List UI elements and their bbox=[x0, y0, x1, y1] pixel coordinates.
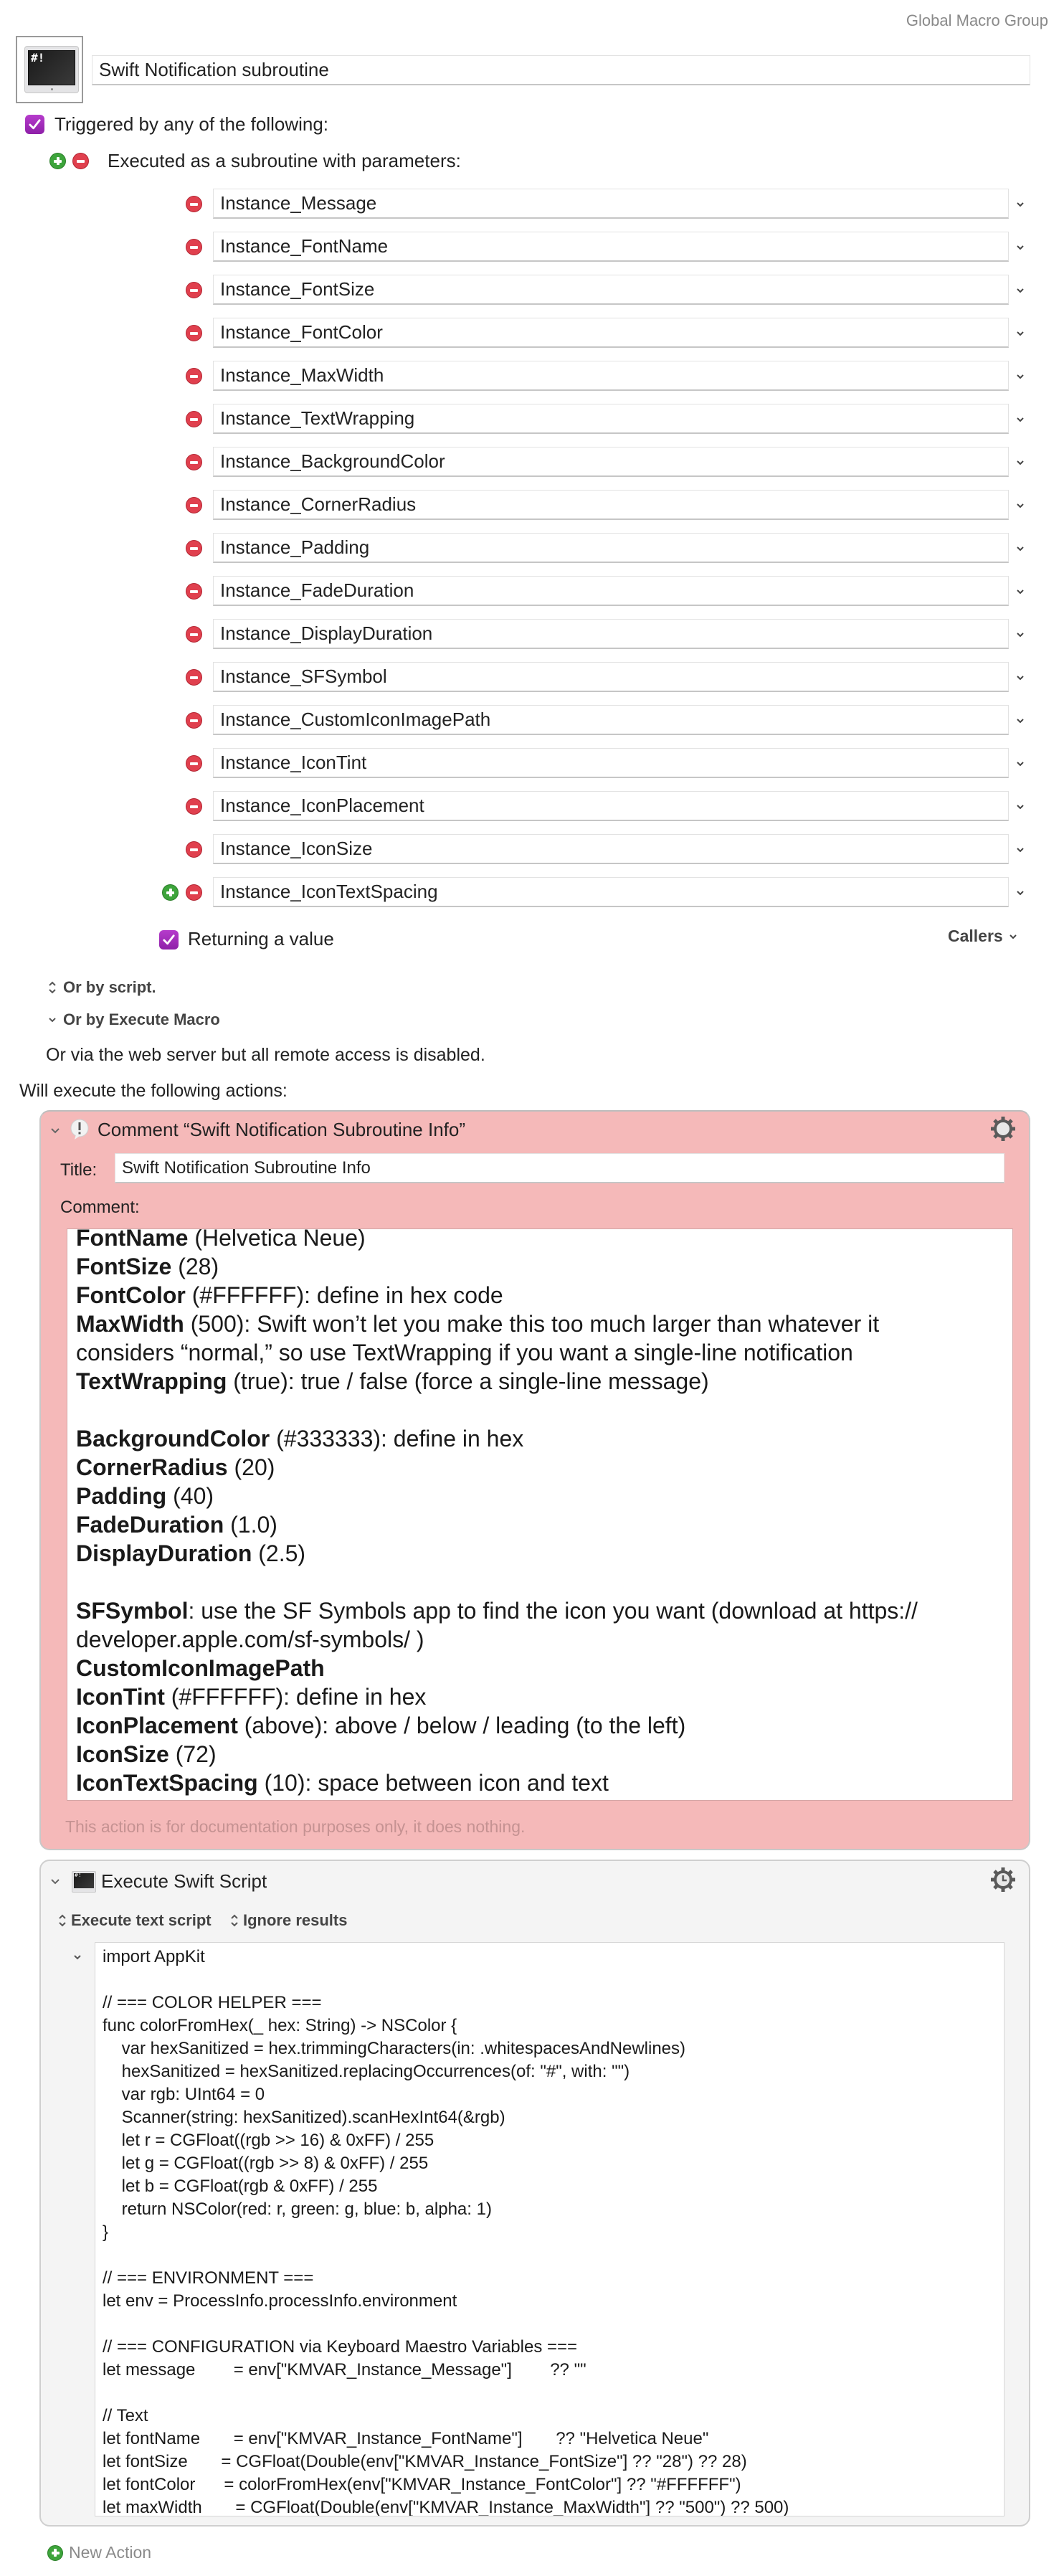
minus-icon bbox=[190, 246, 198, 249]
minus-icon bbox=[190, 375, 198, 378]
comment-line-text: considers “normal,” so use TextWrapping if you want a single-line notification bbox=[76, 1340, 853, 1365]
up-down-chevron-icon bbox=[230, 1913, 239, 1928]
code-line: let fontName = env["KMVAR_Instance_FontName"] ?? "Helvetica Neue" bbox=[103, 2429, 709, 2448]
comment-title-value: Swift Notification Subroutine Info bbox=[122, 1157, 371, 1178]
parameter-name: Instance_CornerRadius bbox=[220, 493, 417, 515]
parameter-field[interactable] bbox=[213, 662, 1009, 692]
code-line: let r = CGFloat((rgb >> 16) & 0xFF) / 255 bbox=[103, 2131, 434, 2150]
parameter-name: Instance_CustomIconImagePath bbox=[220, 709, 491, 730]
triggered-checkbox[interactable] bbox=[25, 115, 44, 134]
parameter-name: Instance_IconSize bbox=[220, 838, 373, 859]
remove-parameter-button[interactable] bbox=[186, 841, 202, 858]
parameter-field[interactable] bbox=[213, 877, 1009, 907]
parameter-field[interactable] bbox=[213, 748, 1009, 778]
minus-icon bbox=[190, 633, 198, 636]
comment-line bbox=[76, 1424, 918, 1453]
comment-line bbox=[76, 1596, 918, 1625]
remove-parameter-button[interactable] bbox=[186, 411, 202, 427]
comment-line bbox=[76, 1453, 918, 1482]
parameter-field[interactable] bbox=[213, 576, 1009, 606]
actions-heading: Will execute the following actions: bbox=[19, 1081, 288, 1101]
execute-swift-script-action[interactable] bbox=[39, 1860, 1030, 2527]
parameter-name: Instance_BackgroundColor bbox=[220, 450, 445, 472]
swift-action-header: Execute Swift Script bbox=[101, 1870, 267, 1892]
parameter-name: Instance_SFSymbol bbox=[220, 666, 387, 687]
parameter-field[interactable] bbox=[213, 533, 1009, 563]
parameter-name: Instance_Message bbox=[220, 192, 377, 214]
gear-icon[interactable] bbox=[989, 1114, 1017, 1143]
web-server-note: Or via the web server but all remote access is disabled. bbox=[46, 1045, 485, 1065]
parameter-menu-chevron-icon[interactable] bbox=[1016, 329, 1025, 338]
code-line: var rgb: UInt64 = 0 bbox=[103, 2085, 265, 2104]
comment-line-text: (10): space between icon and text bbox=[257, 1770, 609, 1796]
terminal-shebang-icon: #! bbox=[72, 1871, 96, 1893]
comment-action[interactable] bbox=[39, 1110, 1030, 1850]
parameter-field[interactable] bbox=[213, 318, 1009, 348]
comment-line bbox=[76, 1654, 918, 1682]
comment-line-text: (Helvetica Neue) bbox=[188, 1228, 366, 1251]
comment-line-text: (500): Swift won’t let you make this too much larger than whatever it bbox=[184, 1311, 880, 1337]
code-line: let fontSize = CGFloat(Double(env["KMVAR_Instance_FontSize"] ?? "28") ?? 28) bbox=[103, 2452, 747, 2471]
triggered-label: Triggered by any of the following: bbox=[54, 113, 329, 135]
parameter-menu-chevron-icon[interactable] bbox=[1016, 716, 1025, 725]
comment-line-key: FontColor bbox=[76, 1282, 186, 1308]
macro-name-value: Swift Notification subroutine bbox=[99, 59, 329, 80]
callers-label: Callers bbox=[948, 927, 1003, 945]
parameter-field[interactable] bbox=[213, 275, 1009, 305]
comment-line-text: (#FFFFFF): define in hex bbox=[164, 1684, 427, 1710]
comment-line bbox=[76, 1252, 918, 1281]
new-action-label: New Action bbox=[69, 2543, 152, 2562]
results-mode-label: Ignore results bbox=[243, 1911, 348, 1929]
parameter-name: Instance_IconPlacement bbox=[220, 795, 424, 816]
comment-line-text: (20) bbox=[227, 1454, 275, 1480]
minus-icon bbox=[190, 203, 198, 206]
checkmark-icon bbox=[28, 118, 42, 131]
comment-line bbox=[76, 1482, 918, 1510]
comment-line-text: (#333333): define in hex bbox=[270, 1426, 524, 1452]
comment-line bbox=[76, 1625, 918, 1654]
swift-script-editor[interactable] bbox=[95, 1942, 1004, 2516]
parameter-name: Instance_TextWrapping bbox=[220, 407, 415, 429]
minus-icon bbox=[190, 891, 198, 894]
collapse-script-chevron-icon[interactable] bbox=[72, 1952, 82, 1962]
code-line: let b = CGFloat(rgb & 0xFF) / 255 bbox=[103, 2177, 378, 2196]
minus-icon bbox=[190, 461, 198, 464]
execute-mode-label: Execute text script bbox=[71, 1911, 212, 1929]
parameter-name: Instance_MaxWidth bbox=[220, 364, 384, 386]
comment-line bbox=[76, 1396, 918, 1424]
comment-line-key: CornerRadius bbox=[76, 1454, 228, 1480]
minus-icon bbox=[190, 762, 198, 765]
up-down-chevron-icon bbox=[47, 980, 57, 995]
comment-line-key: IconTextSpacing bbox=[76, 1770, 258, 1796]
comment-line bbox=[76, 1310, 918, 1338]
comment-line bbox=[76, 1682, 918, 1711]
subroutine-trigger-label: Executed as a subroutine with parameters: bbox=[108, 150, 461, 171]
macro-group-label[interactable]: Global Macro Group bbox=[906, 11, 1048, 29]
code-line: Scanner(string: hexSanitized).scanHexInt64(&rgb) bbox=[103, 2108, 505, 2127]
code-line bbox=[103, 2313, 789, 2336]
comment-line-key: Padding bbox=[76, 1483, 167, 1509]
comment-line-key: SFSymbol bbox=[76, 1598, 189, 1624]
macro-icon-well[interactable] bbox=[16, 36, 83, 103]
callers-menu[interactable] bbox=[948, 927, 1017, 946]
add-trigger-button[interactable] bbox=[49, 153, 66, 169]
or-by-execute-macro-label: Or by Execute Macro bbox=[63, 1010, 220, 1028]
code-line: // === ENVIRONMENT === bbox=[103, 2268, 314, 2288]
code-line: } bbox=[103, 2222, 109, 2242]
comment-line bbox=[76, 1228, 918, 1252]
remove-parameter-button[interactable] bbox=[186, 497, 202, 513]
parameter-menu-chevron-icon[interactable] bbox=[1016, 415, 1025, 424]
chevron-down-icon bbox=[47, 1012, 57, 1028]
comment-line bbox=[76, 1367, 918, 1396]
minus-icon bbox=[77, 160, 85, 163]
minus-icon bbox=[190, 418, 198, 421]
remove-parameter-button[interactable] bbox=[186, 239, 202, 255]
remove-parameter-button[interactable] bbox=[186, 755, 202, 772]
minus-icon bbox=[190, 547, 198, 550]
minus-icon bbox=[190, 719, 198, 722]
remove-parameter-button[interactable] bbox=[186, 196, 202, 212]
parameter-menu-chevron-icon[interactable] bbox=[1016, 243, 1025, 252]
parameter-field[interactable] bbox=[213, 490, 1009, 520]
or-by-script-label: Or by script. bbox=[63, 978, 156, 996]
comment-line bbox=[76, 1510, 918, 1539]
comment-line-text: (above): above / below / leading (to the left) bbox=[237, 1713, 686, 1738]
parameter-name: Instance_FontColor bbox=[220, 321, 383, 343]
parameter-menu-chevron-icon[interactable] bbox=[1016, 889, 1025, 897]
comment-line-key: DisplayDuration bbox=[76, 1540, 252, 1566]
code-line: let g = CGFloat((rgb >> 8) & 0xFF) / 255 bbox=[103, 2154, 429, 2173]
comment-action-header: Comment “Swift Notification Subroutine Info” bbox=[98, 1119, 465, 1140]
code-line: // === CONFIGURATION via Keyboard Maestro Variables === bbox=[103, 2337, 578, 2357]
checkmark-icon bbox=[162, 933, 176, 947]
remove-parameter-button[interactable] bbox=[186, 669, 202, 686]
parameter-menu-chevron-icon[interactable] bbox=[1016, 802, 1025, 811]
execute-mode-popup[interactable] bbox=[58, 1911, 212, 1930]
minus-icon bbox=[190, 590, 198, 593]
parameter-field[interactable] bbox=[213, 232, 1009, 262]
collapse-chevron-icon[interactable] bbox=[49, 1124, 61, 1136]
or-by-script-toggle[interactable] bbox=[47, 978, 156, 997]
remove-trigger-button[interactable] bbox=[72, 153, 89, 169]
parameter-menu-chevron-icon[interactable] bbox=[1016, 200, 1025, 209]
parameter-name: Instance_IconTint bbox=[220, 752, 367, 773]
comment-line-key: IconTint bbox=[76, 1684, 165, 1710]
comment-line-text: (2.5) bbox=[252, 1540, 306, 1566]
parameter-menu-chevron-icon[interactable] bbox=[1016, 372, 1025, 381]
code-line: return NSColor(red: r, green: g, blue: b, alpha: 1) bbox=[103, 2199, 492, 2219]
parameter-menu-chevron-icon[interactable] bbox=[1016, 501, 1025, 510]
parameter-menu-chevron-icon[interactable] bbox=[1016, 846, 1025, 854]
code-line bbox=[103, 2244, 789, 2267]
new-action-button[interactable] bbox=[47, 2543, 151, 2562]
comment-line-text: (40) bbox=[166, 1483, 214, 1509]
comment-line-text: developer.apple.com/sf-symbols/ ) bbox=[76, 1626, 424, 1652]
comment-line-key: FontName bbox=[76, 1228, 189, 1251]
parameter-field[interactable] bbox=[213, 404, 1009, 434]
code-line: func colorFromHex(_ hex: String) -> NSColor { bbox=[103, 2016, 457, 2035]
parameter-field[interactable] bbox=[213, 791, 1009, 821]
chevron-down-icon bbox=[1009, 932, 1017, 941]
comment-line-key: BackgroundColor bbox=[76, 1426, 270, 1452]
parameter-menu-chevron-icon[interactable] bbox=[1016, 286, 1025, 295]
parameter-name: Instance_FontName bbox=[220, 235, 389, 257]
parameter-name: Instance_IconTextSpacing bbox=[220, 881, 438, 902]
code-line: // Text bbox=[103, 2406, 148, 2425]
returning-value-label: Returning a value bbox=[188, 928, 334, 950]
parameter-menu-chevron-icon[interactable] bbox=[1016, 587, 1025, 596]
gear-clock-icon[interactable] bbox=[989, 1865, 1017, 1894]
parameter-field[interactable] bbox=[213, 361, 1009, 391]
comment-line-text: (true): true / false (force a single-line message) bbox=[227, 1368, 709, 1394]
remove-parameter-button[interactable] bbox=[186, 884, 202, 901]
comment-line-key: IconPlacement bbox=[76, 1713, 238, 1738]
comment-line-key: TextWrapping bbox=[76, 1368, 227, 1394]
up-down-chevron-icon bbox=[58, 1913, 67, 1928]
code-line: var hexSanitized = hex.trimmingCharacters(in: .whitespacesAndNewlines) bbox=[103, 2039, 686, 2058]
parameter-field[interactable] bbox=[213, 619, 1009, 649]
parameter-menu-chevron-icon[interactable] bbox=[1016, 759, 1025, 768]
parameter-field[interactable] bbox=[213, 705, 1009, 735]
comment-text-area[interactable] bbox=[67, 1228, 1013, 1801]
minus-icon bbox=[190, 504, 198, 507]
minus-icon bbox=[190, 289, 198, 292]
minus-icon bbox=[190, 805, 198, 808]
comment-title-field[interactable] bbox=[115, 1153, 1004, 1183]
add-parameter-button[interactable] bbox=[162, 884, 179, 901]
remove-parameter-button[interactable] bbox=[186, 282, 202, 298]
code-line: hexSanitized = hexSanitized.replacingOccurrences(of: "#", with: "") bbox=[103, 2062, 630, 2081]
plus-icon bbox=[47, 2545, 63, 2561]
comment-line bbox=[76, 1281, 918, 1310]
comment-line-text: (#FFFFFF): define in hex code bbox=[185, 1282, 503, 1308]
remove-parameter-button[interactable] bbox=[186, 798, 202, 815]
comment-line-key: FadeDuration bbox=[76, 1512, 224, 1538]
parameter-field[interactable] bbox=[213, 447, 1009, 477]
minus-icon bbox=[190, 332, 198, 335]
remove-parameter-button[interactable] bbox=[186, 368, 202, 384]
results-mode-popup[interactable] bbox=[230, 1911, 347, 1930]
comment-line bbox=[76, 1768, 918, 1797]
comment-line-key: IconSize bbox=[76, 1741, 169, 1767]
collapse-chevron-icon[interactable] bbox=[49, 1875, 61, 1887]
parameter-name: Instance_Padding bbox=[220, 536, 370, 558]
comment-line-text: (28) bbox=[171, 1254, 219, 1279]
or-by-execute-macro-toggle[interactable] bbox=[47, 1010, 220, 1029]
parameter-name: Instance_DisplayDuration bbox=[220, 622, 433, 644]
parameter-field[interactable] bbox=[213, 189, 1009, 219]
remove-parameter-button[interactable] bbox=[186, 454, 202, 470]
parameter-field[interactable] bbox=[213, 834, 1009, 864]
comment-line-key: MaxWidth bbox=[76, 1311, 184, 1337]
parameter-menu-chevron-icon[interactable] bbox=[1016, 630, 1025, 639]
macro-name-field[interactable] bbox=[92, 55, 1030, 85]
parameter-menu-chevron-icon[interactable] bbox=[1016, 458, 1025, 467]
comment-body-label: Comment: bbox=[60, 1198, 140, 1217]
code-line: // === COLOR HELPER === bbox=[103, 1993, 322, 2012]
parameter-name: Instance_FontSize bbox=[220, 278, 375, 300]
parameter-name: Instance_FadeDuration bbox=[220, 579, 414, 601]
remove-parameter-button[interactable] bbox=[186, 583, 202, 600]
remove-parameter-button[interactable] bbox=[186, 712, 202, 729]
comment-title-label: Title: bbox=[60, 1160, 98, 1180]
parameter-menu-chevron-icon[interactable] bbox=[1016, 673, 1025, 682]
comment-line-text: : use the SF Symbols app to find the icon you want (download at https:// bbox=[188, 1598, 918, 1624]
returning-value-checkbox[interactable] bbox=[159, 930, 179, 950]
code-line: import AppKit bbox=[103, 1947, 205, 1966]
comment-line-key: FontSize bbox=[76, 1254, 172, 1279]
comment-line-key: CustomIconImagePath bbox=[76, 1655, 325, 1681]
code-line: let fontColor = colorFromHex(env["KMVAR_Instance_FontColor"] ?? "#FFFFFF") bbox=[103, 2475, 741, 2494]
comment-line bbox=[76, 1740, 918, 1768]
terminal-shebang-icon: #! bbox=[24, 46, 79, 93]
remove-parameter-button[interactable] bbox=[186, 626, 202, 643]
code-line: let env = ProcessInfo.processInfo.environment bbox=[103, 2291, 457, 2311]
comment-line bbox=[76, 1539, 918, 1568]
minus-icon bbox=[190, 676, 198, 679]
comment-line-text: (72) bbox=[168, 1741, 217, 1767]
code-line: let maxWidth = CGFloat(Double(env["KMVAR_Instance_MaxWidth"] ?? "500") ?? 500) bbox=[103, 2498, 789, 2516]
parameter-menu-chevron-icon[interactable] bbox=[1016, 544, 1025, 553]
comment-line-text: (1.0) bbox=[224, 1512, 277, 1538]
remove-parameter-button[interactable] bbox=[186, 325, 202, 341]
code-line: let message = env["KMVAR_Instance_Message"] ?? "" bbox=[103, 2360, 586, 2380]
code-line bbox=[103, 2382, 789, 2405]
code-line bbox=[103, 1969, 789, 1992]
comment-line bbox=[76, 1568, 918, 1596]
documentation-note: This action is for documentation purposes only, it does nothing. bbox=[65, 1817, 526, 1836]
comment-exclamation-icon bbox=[70, 1119, 90, 1140]
comment-line bbox=[76, 1338, 918, 1367]
comment-line bbox=[76, 1711, 918, 1740]
minus-icon bbox=[190, 848, 198, 851]
remove-parameter-button[interactable] bbox=[186, 540, 202, 557]
